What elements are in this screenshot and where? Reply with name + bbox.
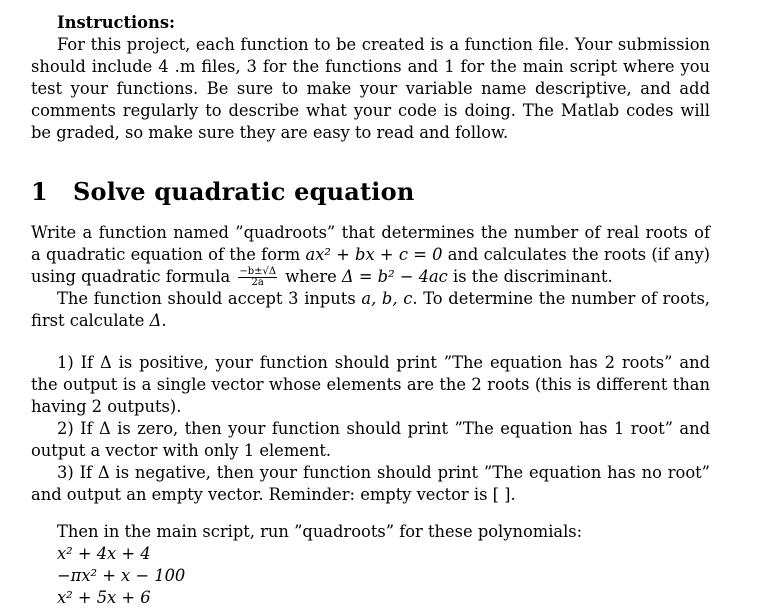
case-1-text: 1) If Δ is positive, your function should print ”The equation has 2 roots” and the output is a single vector whose elements are the 2 roots (this is different than having 2 outputs). bbox=[31, 353, 710, 416]
discriminant-formula: Δ = b² − 4ac bbox=[341, 267, 448, 286]
case-item bbox=[31, 462, 710, 506]
intro-text-1c: where bbox=[280, 267, 342, 286]
intro-paragraph-1 bbox=[31, 222, 710, 288]
intro-text-2b: . To determine the number of roots, first calculate bbox=[31, 289, 710, 330]
polynomial-item: −πx² + x − 100 bbox=[57, 566, 186, 585]
cases-block bbox=[31, 352, 710, 506]
instructions-paragraph bbox=[31, 34, 710, 144]
section-number: 1 bbox=[31, 177, 48, 206]
fraction-denominator: 2a bbox=[251, 277, 264, 288]
intro-text-2a: The function should accept 3 inputs bbox=[57, 289, 362, 308]
polynomial-item: x² + 4x + 4 bbox=[57, 544, 151, 563]
case-2-text: 2) If Δ is zero, then your function should print ”The equation has 1 root” and output a vector with only 1 element. bbox=[31, 419, 710, 460]
intro-text-2c: . bbox=[161, 311, 167, 330]
instructions-heading: Instructions: bbox=[57, 13, 176, 32]
intro-text-1b: and calculates the roots (if any) using quadratic formula bbox=[31, 245, 710, 286]
case-item bbox=[31, 352, 710, 418]
input-variables: a, b, c bbox=[361, 289, 413, 308]
polynomial-item: x² + 5x + 6 bbox=[57, 588, 151, 607]
intro-text-1d: is the discriminant. bbox=[447, 267, 613, 286]
case-item bbox=[31, 418, 710, 462]
quadratic-form: ax² + bx + c = 0 bbox=[305, 245, 443, 264]
main-script-block bbox=[31, 521, 710, 609]
main-script-paragraph bbox=[31, 521, 710, 543]
delta-symbol: Δ bbox=[149, 311, 162, 330]
fraction-numerator: −b±√Δ bbox=[239, 266, 277, 277]
section-heading bbox=[31, 177, 414, 206]
intro-text-1a: Write a function named ”quadroots” that determines the number of real roots of a quadratic equation of the form bbox=[31, 223, 710, 264]
quadratic-formula-fraction bbox=[238, 267, 277, 288]
main-script-text: Then in the main script, run ”quadroots” for these polynomials: bbox=[57, 522, 583, 541]
intro-paragraph-2 bbox=[31, 288, 710, 332]
instructions-text: For this project, each function to be created is a function file. Your submission should include 4 .m files, 3 for the functions and 1 for the main script where you test your functions. Be sure to make your variable name descriptive, and add comments regularly to describe what your code is doing. The Matlab codes will be graded, so make sure they are easy to read and follow. bbox=[31, 35, 710, 142]
section-title: Solve quadratic equation bbox=[73, 177, 415, 206]
case-3-text: 3) If Δ is negative, then your function should print ”The equation has no root” and output an empty vector. Reminder: empty vector is [ ]. bbox=[31, 463, 710, 504]
intro-block bbox=[31, 222, 710, 332]
